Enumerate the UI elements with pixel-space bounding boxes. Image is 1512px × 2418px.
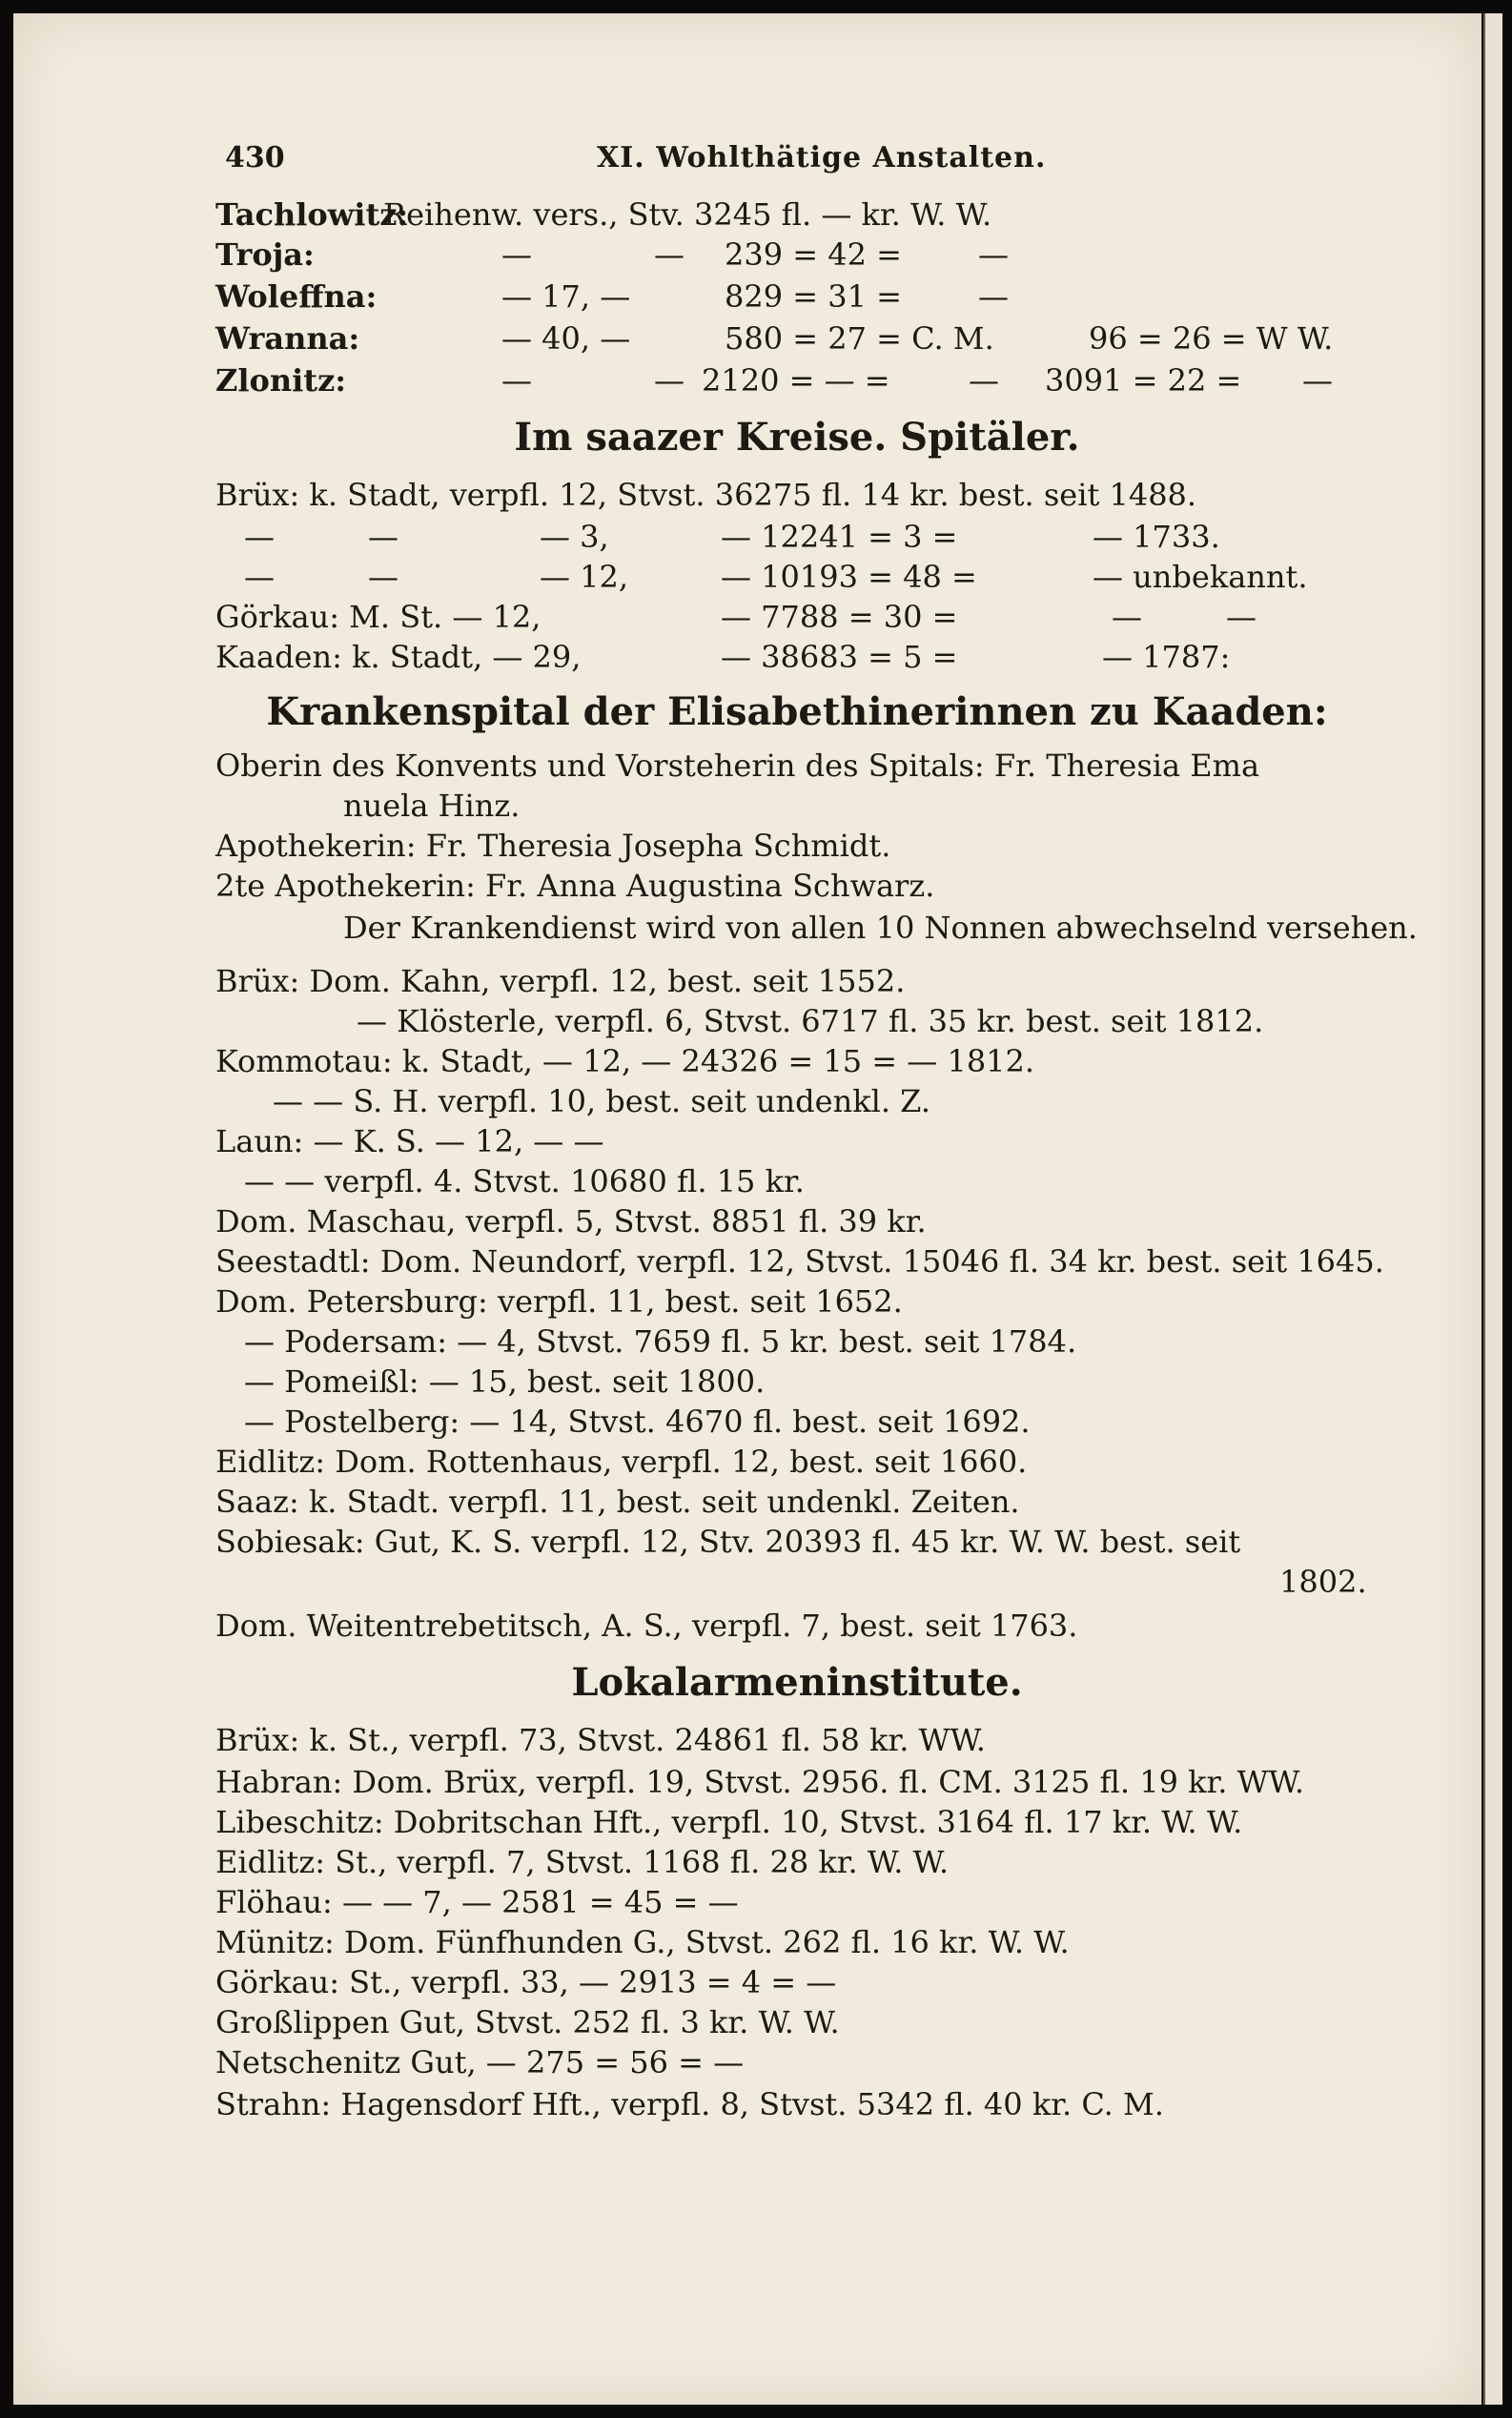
- cell: —: [654, 236, 684, 273]
- list-item: Eidlitz: Dom. Rottenhaus, verpfl. 12, best. seit 1660.: [215, 1444, 1028, 1480]
- list-item: Brüx: Dom. Kahn, verpfl. 12, best. seit 1552.: [215, 963, 906, 999]
- row-values: Reihenw. vers., Stv. 3245 fl. — kr. W. W.: [383, 196, 992, 233]
- list-item: Habran: Dom. Brüx, verpfl. 19, Stvst. 2956. fl. CM. 3125 fl. 19 kr. WW.: [215, 1764, 1304, 1800]
- cell: —: [368, 519, 398, 555]
- next-page-edge: [1483, 13, 1502, 2405]
- cell: — 10193 = 48 =: [721, 559, 977, 595]
- cell: —: [1112, 599, 1142, 635]
- section-heading: Lokalarmeninstitute.: [571, 1660, 1023, 1705]
- apothekerin-line: Apothekerin: Fr. Theresia Josepha Schmidt.: [215, 828, 891, 864]
- list-item: Großlippen Gut, Stvst. 252 fl. 3 kr. W. W.: [215, 2004, 840, 2040]
- cell: 2120 = — =: [702, 362, 890, 399]
- cell: — 1733.: [1093, 519, 1220, 555]
- oberin-line: Oberin des Konvents und Vorsteherin des Spitals: Fr. Theresia Ema: [215, 748, 1260, 784]
- cell: Brüx: k. Stadt, verpfl. 12, Stvst. 36275 fl. 14 kr. best. seit 1488.: [215, 477, 1197, 513]
- cell: —: [969, 362, 999, 399]
- cell: —: [654, 362, 684, 399]
- page-header: [215, 141, 1379, 179]
- list-item: Netschenitz Gut, — 275 = 56 = —: [215, 2044, 745, 2080]
- cell: —: [1226, 599, 1257, 635]
- cell: 3091 = 22 =: [1045, 362, 1242, 399]
- apothekerin2-line: 2te Apothekerin: Fr. Anna Augustina Schwarz.: [215, 868, 935, 904]
- cell: — 12241 = 3 =: [721, 519, 958, 555]
- list-item: Flöhau: — — 7, — 2581 = 45 = —: [215, 1884, 739, 1920]
- cell: — unbekannt.: [1093, 559, 1308, 595]
- list-item: Kommotau: k. Stadt, — 12, — 24326 = 15 = — 1812.: [215, 1043, 1035, 1079]
- list-item: Dom. Weitentrebetitsch, A. S., verpfl. 7, best. seit 1763.: [215, 1608, 1078, 1644]
- cell: —: [501, 362, 532, 399]
- page-number: 430: [225, 141, 285, 174]
- place-name: Tachlowitz:: [215, 196, 409, 233]
- oberin-continuation: nuela Hinz.: [343, 788, 521, 824]
- cell: 239 = 42 =: [725, 236, 902, 273]
- list-item: Eidlitz: St., verpfl. 7, Stvst. 1168 fl. 28 kr. W. W.: [215, 1844, 949, 1880]
- list-item: — — verpfl. 4. Stvst. 10680 fl. 15 kr.: [244, 1163, 805, 1199]
- cell: — 1787:: [1102, 639, 1231, 675]
- list-item: Dom. Petersburg: verpfl. 11, best. seit 1652.: [215, 1283, 903, 1320]
- cell: —: [978, 236, 1009, 273]
- cell: — 12,: [540, 559, 629, 595]
- cell: Kaaden: k. Stadt, — 29,: [215, 639, 582, 675]
- cell: 580 = 27 = C. M.: [725, 320, 994, 357]
- cell: —: [368, 559, 398, 595]
- list-item: — Klösterle, verpfl. 6, Stvst. 6717 fl. 35 kr. best. seit 1812.: [357, 1003, 1264, 1039]
- place-name: Woleffna:: [215, 278, 378, 315]
- list-item: Strahn: Hagensdorf Hft., verpfl. 8, Stvst. 5342 fl. 40 kr. C. M.: [215, 2086, 1164, 2122]
- cell: — 38683 = 5 =: [721, 639, 958, 675]
- place-name: Troja:: [215, 236, 315, 273]
- cell: —: [501, 236, 532, 273]
- section-heading: Im saazer Kreise. Spitäler.: [514, 415, 1080, 460]
- running-title: XI. Wohlthätige Anstalten.: [597, 141, 1047, 174]
- cell: — 7788 = 30 =: [721, 599, 958, 635]
- cell: —: [1302, 362, 1333, 399]
- cell: 96 = 26 = W W.: [1089, 320, 1334, 357]
- cell: —: [244, 559, 275, 595]
- list-item: Dom. Maschau, verpfl. 5, Stvst. 8851 fl. 39 kr.: [215, 1203, 927, 1240]
- cell: — 3,: [540, 519, 609, 555]
- list-item: Brüx: k. St., verpfl. 73, Stvst. 24861 fl. 58 kr. WW.: [215, 1722, 986, 1758]
- list-item: Libeschitz: Dobritschan Hft., verpfl. 10, Stvst. 3164 fl. 17 kr. W. W.: [215, 1804, 1243, 1840]
- cell: Görkau: M. St. — 12,: [215, 599, 541, 635]
- list-item: Saaz: k. Stadt. verpfl. 11, best. seit undenkl. Zeiten.: [215, 1484, 1020, 1520]
- place-name: Wranna:: [215, 320, 360, 357]
- list-item: Seestadtl: Dom. Neundorf, verpfl. 12, Stvst. 15046 fl. 34 kr. best. seit 1645.: [215, 1243, 1384, 1280]
- note-line: Der Krankendienst wird von allen 10 Nonnen abwechselnd versehen.: [343, 910, 1418, 946]
- cell: —: [244, 519, 275, 555]
- list-item: — Podersam: — 4, Stvst. 7659 fl. 5 kr. best. seit 1784.: [244, 1323, 1077, 1360]
- list-item: — Postelberg: — 14, Stvst. 4670 fl. best. seit 1692.: [244, 1404, 1031, 1440]
- place-name: Zlonitz:: [215, 362, 347, 399]
- cell: —: [978, 278, 1009, 315]
- cell: — 40, —: [501, 320, 631, 357]
- list-item: — Pomeißl: — 15, best. seit 1800.: [244, 1363, 766, 1400]
- section-heading: Krankenspital der Elisabethinerinnen zu Kaaden:: [266, 689, 1328, 734]
- list-item: Münitz: Dom. Fünfhunden G., Stvst. 262 fl. 16 kr. W. W.: [215, 1924, 1070, 1960]
- list-item: — — S. H. verpfl. 10, best. seit undenkl. Z.: [273, 1083, 930, 1119]
- list-item: Laun: — K. S. — 12, — —: [215, 1123, 604, 1159]
- cell: 829 = 31 =: [725, 278, 902, 315]
- list-item-continuation: 1802.: [1279, 1564, 1367, 1600]
- list-item: Görkau: St., verpfl. 33, — 2913 = 4 = —: [215, 1964, 837, 2000]
- list-item: Sobiesak: Gut, K. S. verpfl. 12, Stv. 20393 fl. 45 kr. W. W. best. seit: [215, 1524, 1241, 1560]
- cell: — 17, —: [501, 278, 631, 315]
